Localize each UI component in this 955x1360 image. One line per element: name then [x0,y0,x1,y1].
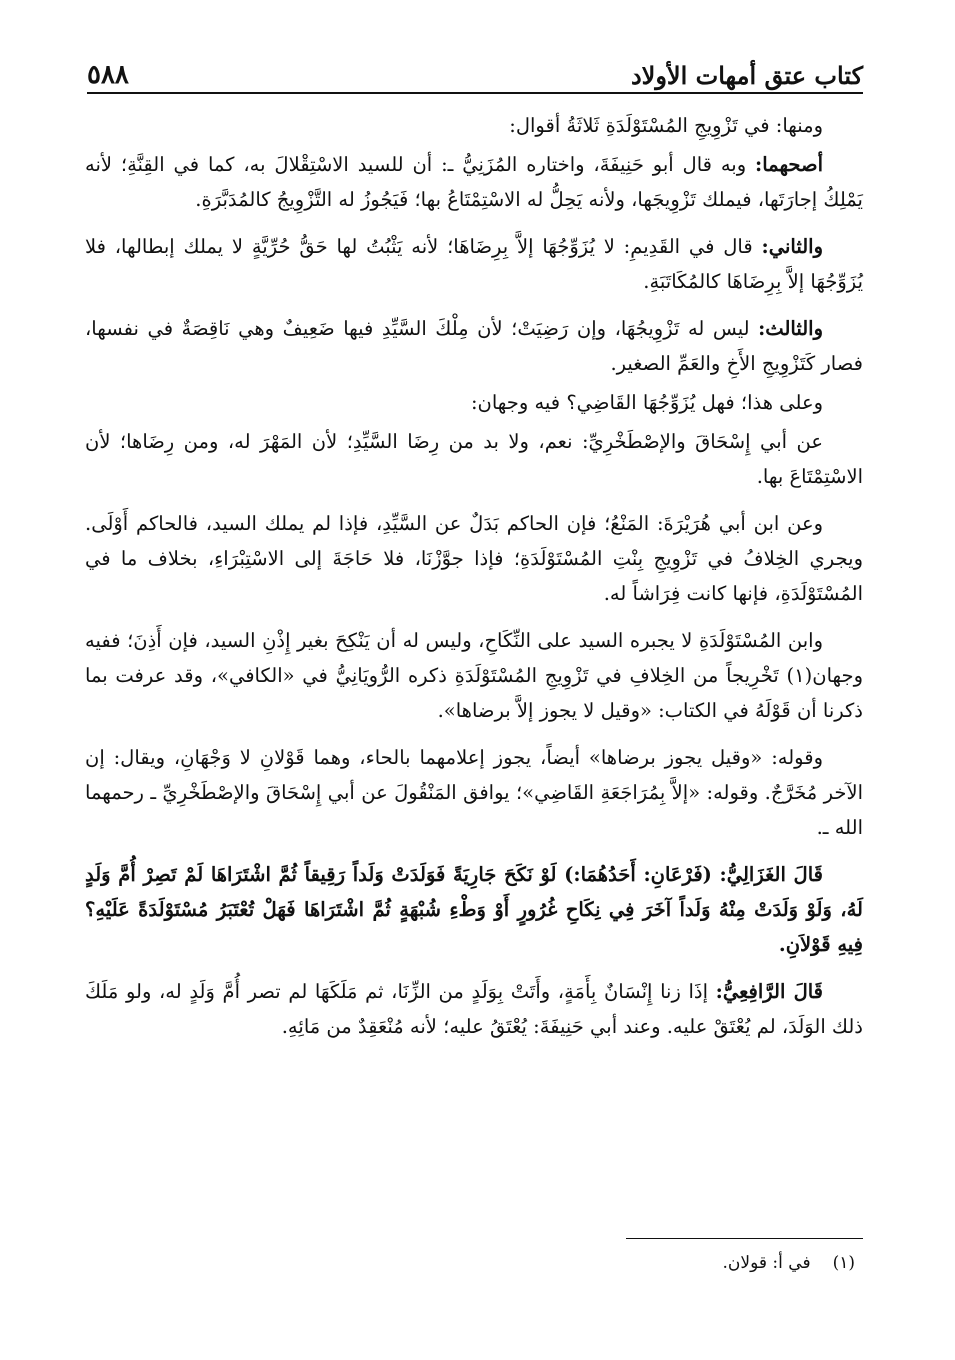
paragraph-text: إذَا زنا إِنْسَانٌ بِأَمَةٍ، وأَتَتْ بِوَلَدٍ من الزِّنَا، ثم مَلَكَهَا لم تصر أُمَّ وَلَدٍ له، ولو مَلَكَ ذلك الوَلَدَ، لم يُعْتَقْ عليه. وعند أبي حَنِيفَةَ: يُعْتَقُ عليه؛ لأنه مُنْعَقِدٌ من مَائِهِ. [85,980,863,1038]
paragraph-lead: أصحهما: [755,153,823,176]
footnote-marker: (١) [832,1253,855,1273]
paragraph [85,623,863,728]
paragraph [85,108,863,143]
paragraph [85,147,863,217]
page-header [87,46,863,90]
quoted-matn: قَالَ الغَزَالِيُّ: (فَرْعَانِ: أَحَدُهُمَا:) لَوْ نَكَحَ جَارِيَةً فَوَلَدَتْ وَلَداً رَقِيقاً ثُمَّ اشْتَرَاهَا لَمْ تَصِرْ أُمَّ وَلَدٍ لَهُ، وَلَوْ وَلَدَتْ مِنْهُ وَلَداً آخَرَ فِي نِكَاحِ غُرُورٍ أَوْ وَطْءِ شُبْهَةٍ ثُمَّ اشْتَرَاهَا فَهَلْ تُعْتَبَرُ مُسْتَوْلَدَةً عَلَيْهِ؟ فِيهِ قَوْلاَنِ. [85,863,863,956]
paragraph-text: وابن المُسْتَوْلَدَةِ لا يجبره السيد على النِّكَاحِ، وليس له أن يَنْكِحَ بغير إِذْنِ السيد، فإن أَذِنَ؛ ففيه وجهان(١) تَخْرِيجاً من الخِلافِ في تَزْوِيجِ المُسْتَوْلَدَةِ ذكره الرُّويَانِيُّ في «الكافي»، وقد عرفت بما ذكرنا أن قَوْلَهُ في الكتاب: «وقيل لا يجوز إلاَّ برضاها». [85,629,863,722]
paragraph-lead: والثاني: [761,235,823,258]
paragraph-lead: والثالث: [758,317,823,340]
header-rule [87,92,863,94]
paragraph-text: ليس له تَزْوِيجُهَا، وإن رَضِيَتْ؛ لأن مِلْكَ السَّيِّدِ فيها ضَعِيفٌ وهي نَاقِصَةٌ في نفسها، فصار كَتَزْوِيجِ الأَخِ والعَمِّ الصغير. [85,317,863,375]
footnote-rule [626,1238,863,1239]
footnote-text: في أ: قولان. [722,1253,811,1273]
paragraph-text: ومنها: في تَزْوِيجِ المُسْتَوْلَدَةِ ثَلاثَةُ أقوال: [509,114,823,137]
paragraph-text: وعلى هذا؛ فهل يُزَوِّجُهَا القَاضِي؟ فيه وجهان: [470,391,823,414]
footnote [723,1250,855,1276]
paragraph-text: قال في القَدِيمِ: لا يُزَوِّجُهَا إلاَّ بِرِضَاهَا؛ لأنه يَثْبُتُ لها حَقُّ حُرِّيَّةٍ لا يملك إبطالها، فلا يُزَوِّجُهَا إلاَّ بِرِضَاهَا كالمُكَاتَبَةِ. [85,235,863,293]
paragraph [85,974,863,1044]
paragraph [85,424,863,494]
body-text [85,108,863,1056]
paragraph [85,385,863,420]
paragraph [85,311,863,381]
paragraph-text: وقوله: «وقيل يجوز برضاها» أيضاً، يجوز إعلامهما بالحاء، وهما قَوْلانِ لا وَجْهَانِ، ويقال: إن الآخر مُخَرَّجٌ. وقوله: «إلاَّ بِمُرَاجَعَةِ القَاضِي»؛ يوافق المَنْقُولَ عن أبي إِسْحَاقَ والإصْطَخْرِيِّ ـ رحمهما الله ـ. [85,746,863,839]
paragraph [85,506,863,611]
running-title: كتاب عتق أمهات الأولاد [630,61,863,90]
paragraph-lead: قَالَ الرَّافِعِيُّ: [715,980,823,1003]
paragraph-text: وبه قال أبو حَنِيفَةَ، واختاره المُزَنِيُّ ـ: أن للسيد الاسْتِقْلالَ به، كما في القِنَّةِ؛ لأنه يَمْلِكُ إجارَتَها، فيملك تَزْوِيجَها، ولأنه يَحِلُّ له الاسْتِمْتَاعُ بها؛ فَيَجُوزُ له التَّزْوِيجُ كالمُدَبَّرَةِ. [85,153,863,211]
paragraph [85,229,863,299]
paragraph-text: عن أبي إِسْحَاقَ والإصْطَخْرِيِّ: نعم، ولا بد من رِضَا السَّيِّدِ؛ لأن المَهْرَ له، ومن رِضَاها؛ لأن الاسْتِمْتَاعَ بها. [85,430,863,488]
page-number: ٥٨٨ [87,60,129,90]
paragraph [85,740,863,845]
paragraph-text: وعن ابن أبي هُرَيْرَةَ: المَنْعُ؛ فإن الحاكم بَدَلٌ عن السَّيِّدِ، فإذا لم يملك السيد، فالحاكم أَوْلَى. ويجري الخِلافُ في تَزْوِيجِ بِنْتِ المُسْتَوْلَدَةِ؛ فإذا جوَّزْنَا، فلا حَاجَةَ إلى الاسْتِبْرَاءِ، بخلاف ما في المُسْتَوْلَدَةِ، فإنها كانت فِرَاشاً له. [85,512,863,605]
paragraph [85,857,863,962]
